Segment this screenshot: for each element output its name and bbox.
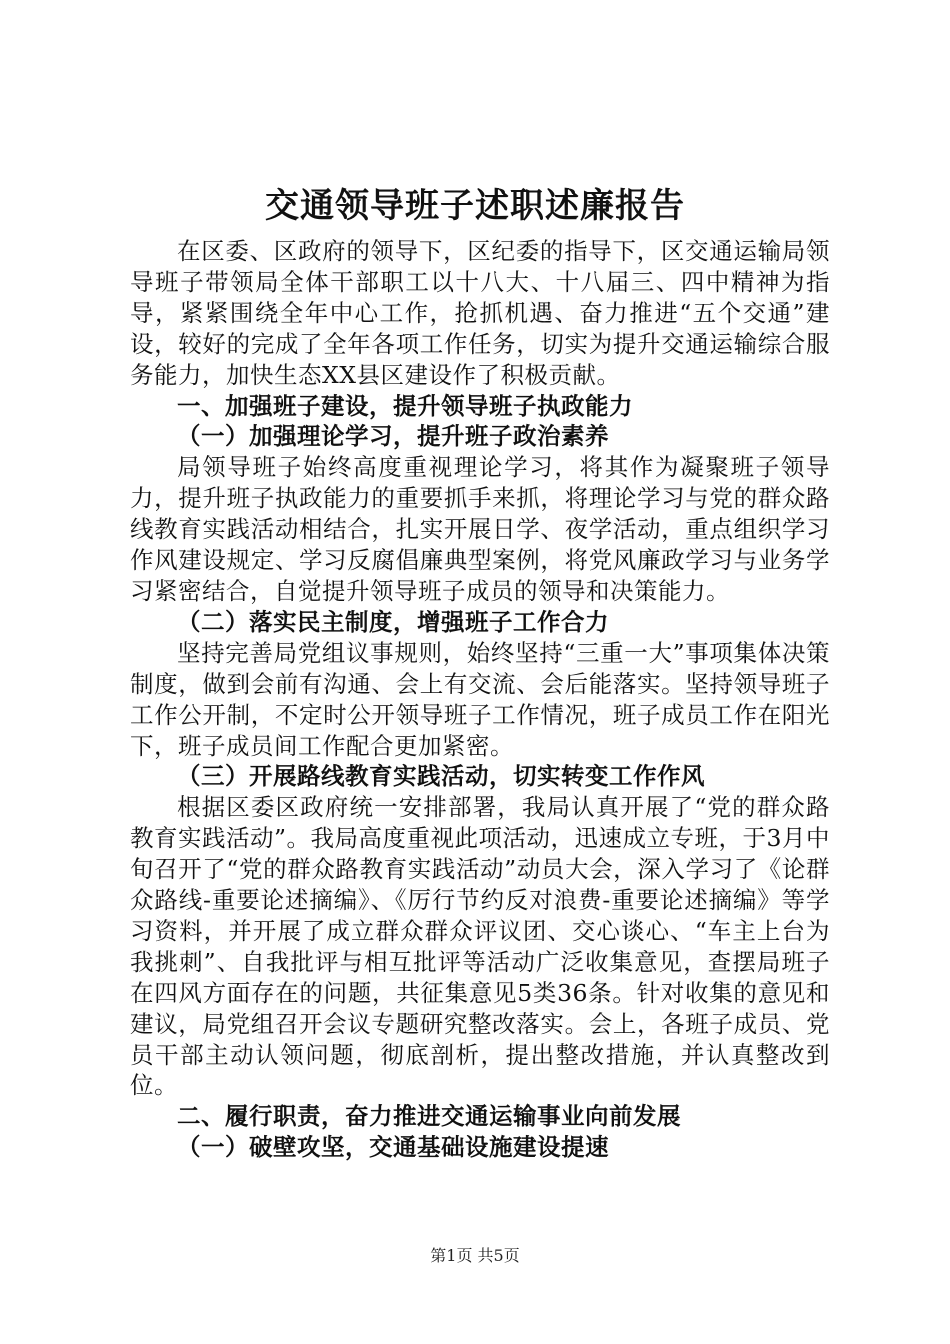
intro-paragraph: 在区委、区政府的领导下，区纪委的指导下，区交通运输局领导班子带领局全体干部职工以十八大、十八届三、四中精神为指导，紧紧围绕全年中心工作，抢抓机遇、奋力推进“五个交通”建设，较好的完成了全年各项工作任务，切实为提升交通运输综合服务能力，加快生态XX县区建设作了积极贡献。 bbox=[130, 237, 830, 389]
subsection-heading-1-1: （一）加强理论学习，提升班子政治素养 bbox=[177, 422, 609, 451]
document-title: 交通领导班子述职述廉报告 bbox=[265, 186, 685, 226]
section-heading-2: 二、履行职责，奋力推进交通运输事业向前发展 bbox=[177, 1102, 681, 1131]
subsection-heading-1-2: （二）落实民主制度，增强班子工作合力 bbox=[177, 607, 609, 636]
page-number: 第1页 共5页 bbox=[430, 1246, 520, 1265]
body-paragraph: 坚持完善局党组议事规则，始终坚持“三重一大”事项集体决策制度，做到会前有沟通、会上有交流、会后能落实。坚持领导班子工作公开制，不定时公开领导班子工作情况，班子成员工作在阳光下，班子成员间工作配合更加紧密。 bbox=[130, 638, 830, 760]
subsection-heading-1-3: （三）开展路线教育实践活动，切实转变工作作风 bbox=[177, 762, 705, 791]
body-paragraph: 根据区委区政府统一安排部署，我局认真开展了“党的群众路教育实践活动”。我局高度重视此项活动，迅速成立专班，于3月中旬召开了“党的群众路教育实践活动”动员大会，深入学习了《论群众路线-重要论述摘编》、《厉行节约反对浪费-重要论述摘编》等学习资料，并开展了成立群众群众评议团、交心谈心、“车主上台为我挑刺”、自我批评与相互批评等活动广泛收集意见，查摆局班子在四风方面存在的问题，共征集意见5类36条。针对收集的意见和建议，局党组召开会议专题研究整改落实。会上，各班子成员、党员干部主动认领问题，彻底剖析，提出整改措施，并认真整改到位。 bbox=[130, 793, 830, 1100]
document-body bbox=[130, 236, 830, 1163]
body-paragraph: 局领导班子始终高度重视理论学习，将其作为凝聚班子领导力，提升班子执政能力的重要抓手来抓，将理论学习与党的群众路线教育实践活动相结合，扎实开展日学、夜学活动，重点组织学习作风建设规定、学习反腐倡廉典型案例，将党风廉政学习与业务学习紧密结合，自觉提升领导班子成员的领导和决策能力。 bbox=[130, 453, 830, 605]
section-heading-1: 一、加强班子建设，提升领导班子执政能力 bbox=[177, 391, 633, 420]
subsection-heading-2-1: （一）破壁攻坚，交通基础设施建设提速 bbox=[177, 1133, 609, 1162]
